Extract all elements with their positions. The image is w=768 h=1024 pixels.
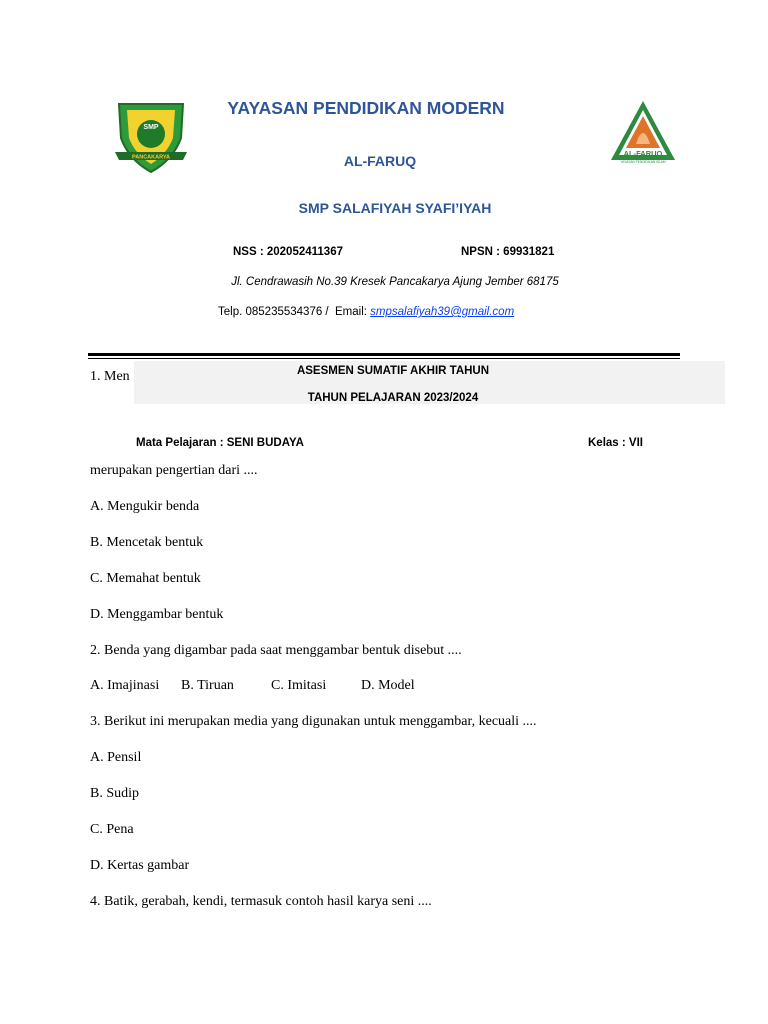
class-label: Kelas : VII — [588, 437, 643, 449]
npsn-number: NPSN : 69931821 — [461, 246, 555, 258]
q3-option-a: A. Pensil — [90, 750, 142, 765]
q1-option-a: A. Mengukir benda — [90, 499, 200, 514]
school-address: Jl. Cendrawasih No.39 Kresek Pancakarya Ajung Jember 68175 — [231, 276, 559, 288]
contact-line — [218, 306, 514, 318]
q2-option-c: C. Imitasi — [271, 678, 327, 693]
q3-option-c: C. Pena — [90, 822, 134, 837]
q3-option-b: B. Sudip — [90, 786, 140, 801]
org-name: YAYASAN PENDIDIKAN MODERN — [227, 98, 505, 118]
q1-fragment: 1. Men — [90, 369, 130, 384]
exam-year: TAHUN PELAJARAN 2023/2024 — [307, 392, 479, 404]
contact-phone: Telp. 085235534376 / Email: — [218, 306, 371, 318]
q1-option-c: C. Memahat bentuk — [90, 571, 201, 586]
q2-option-a: A. Imajinasi — [90, 678, 160, 693]
header-rule-thin — [88, 358, 680, 359]
q4-text: 4. Batik, gerabah, kendi, termasuk contoh hasil karya seni .... — [90, 894, 432, 909]
q3-text: 3. Berikut ini merupakan media yang digunakan untuk menggambar, kecuali .... — [90, 714, 537, 729]
q2-text: 2. Benda yang digambar pada saat menggambar bentuk disebut .... — [90, 643, 462, 658]
left-logo-banner: PANCAKARYA — [132, 154, 170, 161]
exam-title: ASESMEN SUMATIF AKHIR TAHUN — [296, 365, 490, 377]
q2-option-b: B. Tiruan — [181, 678, 234, 693]
q1-option-d: D. Menggambar bentuk — [90, 607, 224, 622]
header-rule-thick — [88, 353, 680, 356]
nss-number: NSS : 202052411367 — [233, 246, 343, 258]
org-subname: AL-FARUQ — [343, 153, 417, 169]
right-logo-text: AL-FARUQ — [623, 149, 663, 158]
subject-label: Mata Pelajaran : SENI BUDAYA — [136, 437, 304, 449]
q3-option-d: D. Kertas gambar — [90, 858, 190, 873]
q1-continuation: merupakan pengertian dari .... — [90, 463, 258, 478]
email-link[interactable]: smpsalafiyah39@gmail.com — [370, 306, 515, 318]
right-logo-subtext: YAYASAN PENDIDIKAN ISLAM — [620, 160, 666, 164]
school-name: SMP SALAFIYAH SYAFI’IYAH — [298, 200, 492, 216]
q1-option-b: B. Mencetak bentuk — [90, 535, 204, 550]
left-logo-text: SMP — [143, 124, 159, 131]
q2-option-d: D. Model — [361, 678, 415, 693]
